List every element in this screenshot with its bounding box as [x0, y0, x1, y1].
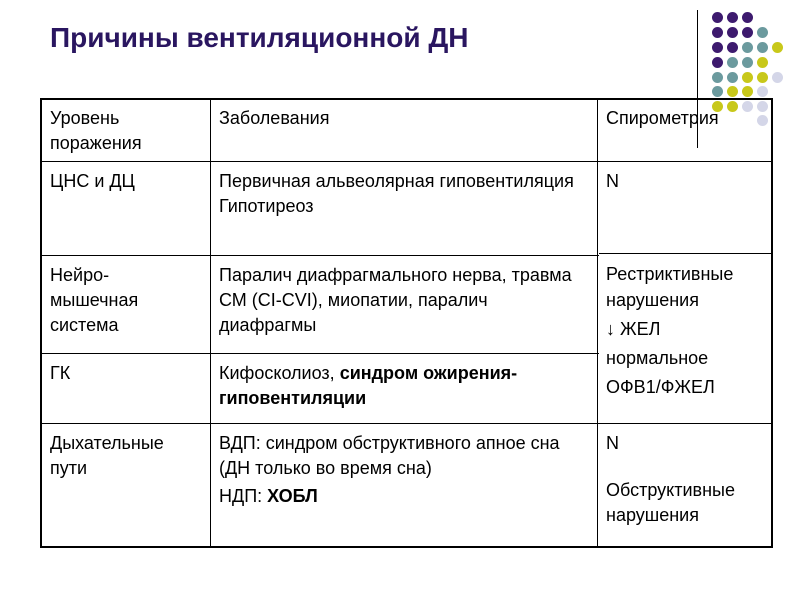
disease-bold: синдром ожирения-гиповентиляции: [219, 363, 518, 408]
disease-text: Кифосколиоз,: [219, 363, 340, 383]
row-level: Дыхательные пути: [50, 433, 164, 478]
row-diseases: Паралич диафрагмального нерва, травма СМ (CI-CVI), миопатии, паралич диафрагмы: [219, 265, 572, 335]
disease-text: Первичная альвеолярная гиповентиляция: [219, 171, 574, 191]
decor-dot: [757, 86, 768, 97]
decor-dot: [727, 42, 738, 53]
decor-dot: [742, 42, 753, 53]
decor-dot: [712, 12, 723, 23]
decor-dot: [727, 27, 738, 38]
spiro-n: N: [606, 171, 619, 191]
obstructive-label: Обструктивные нарушения: [606, 480, 735, 525]
decor-dot: [727, 72, 738, 83]
row-level: ЦНС и ДЦ: [50, 171, 135, 191]
ndp-bold: ХОБЛ: [267, 486, 318, 506]
decor-dot: [742, 12, 753, 23]
decor-dot: [757, 72, 768, 83]
disease-text: ВДП: синдром обструктивного апное сна (ДН только во время сна): [219, 433, 560, 478]
header-diseases: Заболевания: [219, 108, 330, 128]
decor-dot: [727, 57, 738, 68]
disease-text: Гипотиреоз: [219, 196, 314, 216]
decor-dot: [712, 57, 723, 68]
decor-dot: [727, 12, 738, 23]
spiro-restrictive: [598, 255, 773, 406]
normal-text: нормальное: [606, 348, 709, 368]
row-level: Нейро-мышечная система: [50, 265, 139, 335]
causes-table: [40, 98, 773, 548]
decor-dot: [712, 42, 723, 53]
restrictive-label: Рестриктивные нарушения: [606, 264, 734, 310]
decor-dot: [712, 72, 723, 83]
decor-dot: [727, 86, 738, 97]
row-diseases: [211, 355, 597, 417]
decor-dot: [712, 86, 723, 97]
decor-dot: [712, 27, 723, 38]
spiro-obstructive: [598, 425, 773, 534]
header-level: Уровень поражения: [50, 108, 142, 153]
spiro-n: N: [606, 433, 619, 453]
decor-dot: [742, 72, 753, 83]
decor-dot: [757, 42, 768, 53]
decor-dot: [772, 72, 783, 83]
slide-title: Причины вентиляционной ДН: [50, 22, 469, 53]
decor-dot: [772, 42, 783, 53]
decor-dot: [757, 57, 768, 68]
decor-dot: [742, 57, 753, 68]
row-diseases: [211, 163, 597, 225]
ndp-label: НДП:: [219, 486, 268, 506]
row-level: ГК: [50, 363, 71, 383]
decor-dot: [742, 27, 753, 38]
decor-dot: [742, 86, 753, 97]
zhel-text: ↓ ЖЕЛ: [606, 319, 661, 339]
header-spirometry: Спирометрия: [606, 108, 719, 128]
row-diseases: [211, 425, 571, 515]
decor-dot: [757, 27, 768, 38]
ofv-text: ОФВ1/ФЖЕЛ: [606, 377, 715, 397]
